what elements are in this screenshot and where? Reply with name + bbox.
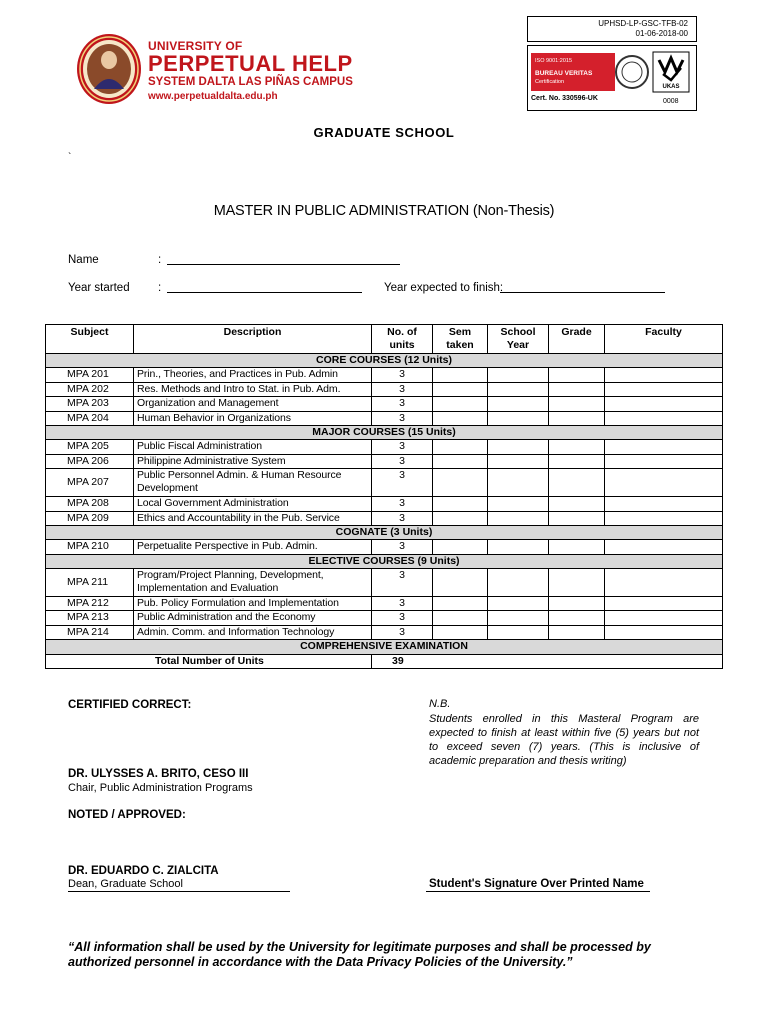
faculty-cell[interactable] xyxy=(605,540,723,554)
course-code: MPA 214 xyxy=(46,625,134,639)
sem-taken-cell[interactable] xyxy=(433,368,488,382)
table-row xyxy=(46,440,723,454)
school-year-cell[interactable] xyxy=(488,597,549,611)
course-code: MPA 209 xyxy=(46,511,134,525)
school-year-cell[interactable] xyxy=(488,511,549,525)
ukas-badge xyxy=(651,50,691,94)
total-units-value: 39 xyxy=(372,654,723,668)
sem-taken-cell[interactable] xyxy=(433,397,488,411)
comprehensive-exam-label: COMPREHENSIVE EXAMINATION xyxy=(46,640,723,654)
table-row xyxy=(46,569,723,597)
table-row xyxy=(46,469,723,497)
course-code: MPA 205 xyxy=(46,440,134,454)
table-row xyxy=(46,411,723,425)
grade-cell[interactable] xyxy=(549,440,605,454)
grade-cell[interactable] xyxy=(549,611,605,625)
course-code: MPA 208 xyxy=(46,497,134,511)
section-row xyxy=(46,525,723,539)
course-description: Local Government Administration xyxy=(134,497,372,511)
school-year-cell[interactable] xyxy=(488,469,549,497)
course-code: MPA 206 xyxy=(46,454,134,468)
sem-taken-cell[interactable] xyxy=(433,454,488,468)
university-name xyxy=(148,40,353,102)
header-description: Description xyxy=(134,325,372,354)
noted-approved-label: NOTED / APPROVED: xyxy=(68,809,186,821)
faculty-cell[interactable] xyxy=(605,454,723,468)
course-description: Organization and Management xyxy=(134,397,372,411)
table-row xyxy=(46,382,723,396)
course-units: 3 xyxy=(372,454,433,468)
course-description: Philippine Administrative System xyxy=(134,454,372,468)
school-year-cell[interactable] xyxy=(488,625,549,639)
header-faculty: Faculty xyxy=(605,325,723,354)
course-code: MPA 204 xyxy=(46,411,134,425)
table-row xyxy=(46,368,723,382)
course-code: MPA 207 xyxy=(46,469,134,497)
school-year-cell[interactable] xyxy=(488,569,549,597)
course-description: Program/Project Planning, Development, Implementation and Evaluation xyxy=(134,569,372,597)
school-year-cell[interactable] xyxy=(488,540,549,554)
faculty-cell[interactable] xyxy=(605,625,723,639)
school-year-cell[interactable] xyxy=(488,411,549,425)
table-row xyxy=(46,611,723,625)
school-year-cell[interactable] xyxy=(488,382,549,396)
dean-name: DR. EDUARDO C. ZIALCITA xyxy=(68,865,219,877)
course-description: Pub. Policy Formulation and Implementation xyxy=(134,597,372,611)
course-units: 3 xyxy=(372,611,433,625)
school-year-cell[interactable] xyxy=(488,454,549,468)
sem-taken-cell[interactable] xyxy=(433,497,488,511)
year-started-field[interactable] xyxy=(167,292,362,293)
course-table xyxy=(45,324,723,669)
table-row xyxy=(46,540,723,554)
course-units: 3 xyxy=(372,497,433,511)
course-units: 3 xyxy=(372,440,433,454)
school-name: GRADUATE SCHOOL xyxy=(313,125,455,140)
sem-taken-cell[interactable] xyxy=(433,597,488,611)
course-description: Ethics and Accountability in the Pub. Service xyxy=(134,511,372,525)
total-row xyxy=(46,654,723,668)
stray-mark: ` xyxy=(68,152,72,163)
sem-taken-cell[interactable] xyxy=(433,569,488,597)
course-units: 3 xyxy=(372,382,433,396)
data-privacy-notice: “All information shall be used by the University for legitimate purposes and shall be processed by authorized personnel in accordance with the Data Privacy Policies of the University.” xyxy=(68,940,651,969)
school-year-cell[interactable] xyxy=(488,497,549,511)
document-code-box xyxy=(527,16,697,42)
svg-text:UKAS: UKAS xyxy=(662,84,680,90)
grade-cell[interactable] xyxy=(549,625,605,639)
course-units: 3 xyxy=(372,368,433,382)
faculty-cell[interactable] xyxy=(605,440,723,454)
course-units: 3 xyxy=(372,411,433,425)
school-year-cell[interactable] xyxy=(488,611,549,625)
grade-cell[interactable] xyxy=(549,540,605,554)
sem-taken-cell[interactable] xyxy=(433,540,488,554)
course-code: MPA 201 xyxy=(46,368,134,382)
school-year-cell[interactable] xyxy=(488,440,549,454)
student-signature-line[interactable] xyxy=(426,891,650,892)
name-colon: : xyxy=(158,254,162,266)
header-subject: Subject xyxy=(46,325,134,354)
table-row xyxy=(46,454,723,468)
section-title: COGNATE (3 Units) xyxy=(46,525,723,539)
course-description: Public Fiscal Administration xyxy=(134,440,372,454)
document-date-code: 01-06-2018-00 xyxy=(635,29,688,38)
document-code: UPHSD-LP-GSC-TFB-02 xyxy=(598,19,688,28)
year-started-colon: : xyxy=(158,282,162,294)
faculty-cell[interactable] xyxy=(605,597,723,611)
faculty-cell[interactable] xyxy=(605,368,723,382)
name-label: Name xyxy=(68,254,99,266)
section-title: CORE COURSES (12 Units) xyxy=(46,354,723,368)
university-website-link[interactable]: www.perpetualdalta.edu.ph xyxy=(148,90,278,102)
nb-label: N.B. xyxy=(429,698,451,710)
faculty-cell[interactable] xyxy=(605,611,723,625)
chair-name: DR. ULYSSES A. BRITO, CESO III xyxy=(68,768,249,780)
section-row xyxy=(46,425,723,439)
table-row xyxy=(46,497,723,511)
course-code: MPA 212 xyxy=(46,597,134,611)
grade-cell[interactable] xyxy=(549,469,605,497)
header-grade: Grade xyxy=(549,325,605,354)
program-title: MASTER IN PUBLIC ADMINISTRATION (Non-Thesis) xyxy=(213,203,555,219)
section-title: ELECTIVE COURSES (9 Units) xyxy=(46,554,723,568)
grade-cell[interactable] xyxy=(549,411,605,425)
university-line-2: PERPETUAL HELP xyxy=(148,51,353,76)
faculty-cell[interactable] xyxy=(605,469,723,497)
course-description: Public Personnel Admin. & Human Resource Development xyxy=(134,469,372,497)
university-line-1: UNIVERSITY OF xyxy=(148,39,243,53)
grade-cell[interactable] xyxy=(549,597,605,611)
course-units: 3 xyxy=(372,511,433,525)
certificate-number: Cert. No. 330596-UK xyxy=(531,95,598,102)
course-table-body xyxy=(46,354,723,669)
course-description: Res. Methods and Intro to Stat. in Pub. Adm. xyxy=(134,382,372,396)
university-seal-logo xyxy=(76,33,142,105)
svg-text:ISO 9001:2015: ISO 9001:2015 xyxy=(535,58,573,64)
sem-taken-cell[interactable] xyxy=(433,611,488,625)
table-row xyxy=(46,597,723,611)
course-units: 3 xyxy=(372,569,433,597)
svg-text:Certification: Certification xyxy=(535,79,565,85)
sem-taken-cell[interactable] xyxy=(433,625,488,639)
svg-text:BUREAU VERITAS: BUREAU VERITAS xyxy=(535,70,593,77)
grade-cell[interactable] xyxy=(549,569,605,597)
course-code: MPA 210 xyxy=(46,540,134,554)
nb-note: Students enrolled in this Masteral Program are expected to finish at least within five (5) years but not to exceed seven (7) years. (This is inclusive of academic preparation and thesis writing) xyxy=(429,713,699,767)
grade-cell[interactable] xyxy=(549,397,605,411)
course-description: Public Administration and the Economy xyxy=(134,611,372,625)
course-description: Human Behavior in Organizations xyxy=(134,411,372,425)
faculty-cell[interactable] xyxy=(605,411,723,425)
header-school-year: School Year xyxy=(488,325,549,354)
faculty-cell[interactable] xyxy=(605,511,723,525)
table-row xyxy=(46,511,723,525)
grade-cell[interactable] xyxy=(549,511,605,525)
school-year-cell[interactable] xyxy=(488,368,549,382)
sem-taken-cell[interactable] xyxy=(433,382,488,396)
year-started-label: Year started xyxy=(68,282,130,294)
bureau-veritas-badge xyxy=(531,53,649,91)
school-year-cell[interactable] xyxy=(488,397,549,411)
course-description: Admin. Comm. and Information Technology xyxy=(134,625,372,639)
course-code: MPA 203 xyxy=(46,397,134,411)
course-code: MPA 211 xyxy=(46,569,134,597)
course-units: 3 xyxy=(372,597,433,611)
chair-title: Chair, Public Administration Programs xyxy=(68,782,253,794)
faculty-cell[interactable] xyxy=(605,569,723,597)
grade-cell[interactable] xyxy=(549,368,605,382)
sem-taken-cell[interactable] xyxy=(433,440,488,454)
header-units: No. of units xyxy=(372,325,433,354)
section-row xyxy=(46,354,723,368)
dean-signature-line xyxy=(68,891,290,892)
course-description: Perpetualite Perspective in Pub. Admin. xyxy=(134,540,372,554)
faculty-cell[interactable] xyxy=(605,382,723,396)
sem-taken-cell[interactable] xyxy=(433,511,488,525)
table-row xyxy=(46,625,723,639)
student-signature-label: Student's Signature Over Printed Name xyxy=(429,878,644,890)
grade-cell[interactable] xyxy=(549,497,605,511)
grade-cell[interactable] xyxy=(549,382,605,396)
course-units: 3 xyxy=(372,469,433,497)
grade-cell[interactable] xyxy=(549,454,605,468)
course-code: MPA 202 xyxy=(46,382,134,396)
total-units-label: Total Number of Units xyxy=(46,654,372,668)
sem-taken-cell[interactable] xyxy=(433,469,488,497)
table-header-row xyxy=(46,325,723,354)
table-row xyxy=(46,397,723,411)
university-line-3: SYSTEM DALTA LAS PIÑAS CAMPUS xyxy=(148,76,353,88)
dean-title: Dean, Graduate School xyxy=(68,878,183,890)
section-title: MAJOR COURSES (15 Units) xyxy=(46,425,723,439)
course-code: MPA 213 xyxy=(46,611,134,625)
header-sem: Sem taken xyxy=(433,325,488,354)
section-row xyxy=(46,554,723,568)
year-finish-label: Year expected to finish: xyxy=(384,282,504,294)
course-units: 3 xyxy=(372,625,433,639)
faculty-cell[interactable] xyxy=(605,397,723,411)
course-units: 3 xyxy=(372,540,433,554)
faculty-cell[interactable] xyxy=(605,497,723,511)
certificate-code: 0008 xyxy=(663,98,679,105)
name-field[interactable] xyxy=(167,264,400,265)
course-units: 3 xyxy=(372,397,433,411)
sem-taken-cell[interactable] xyxy=(433,411,488,425)
year-finish-field[interactable] xyxy=(500,292,665,293)
certified-correct-label: CERTIFIED CORRECT: xyxy=(68,699,192,711)
course-description: Prin., Theories, and Practices in Pub. Admin xyxy=(134,368,372,382)
comprehensive-row xyxy=(46,640,723,654)
